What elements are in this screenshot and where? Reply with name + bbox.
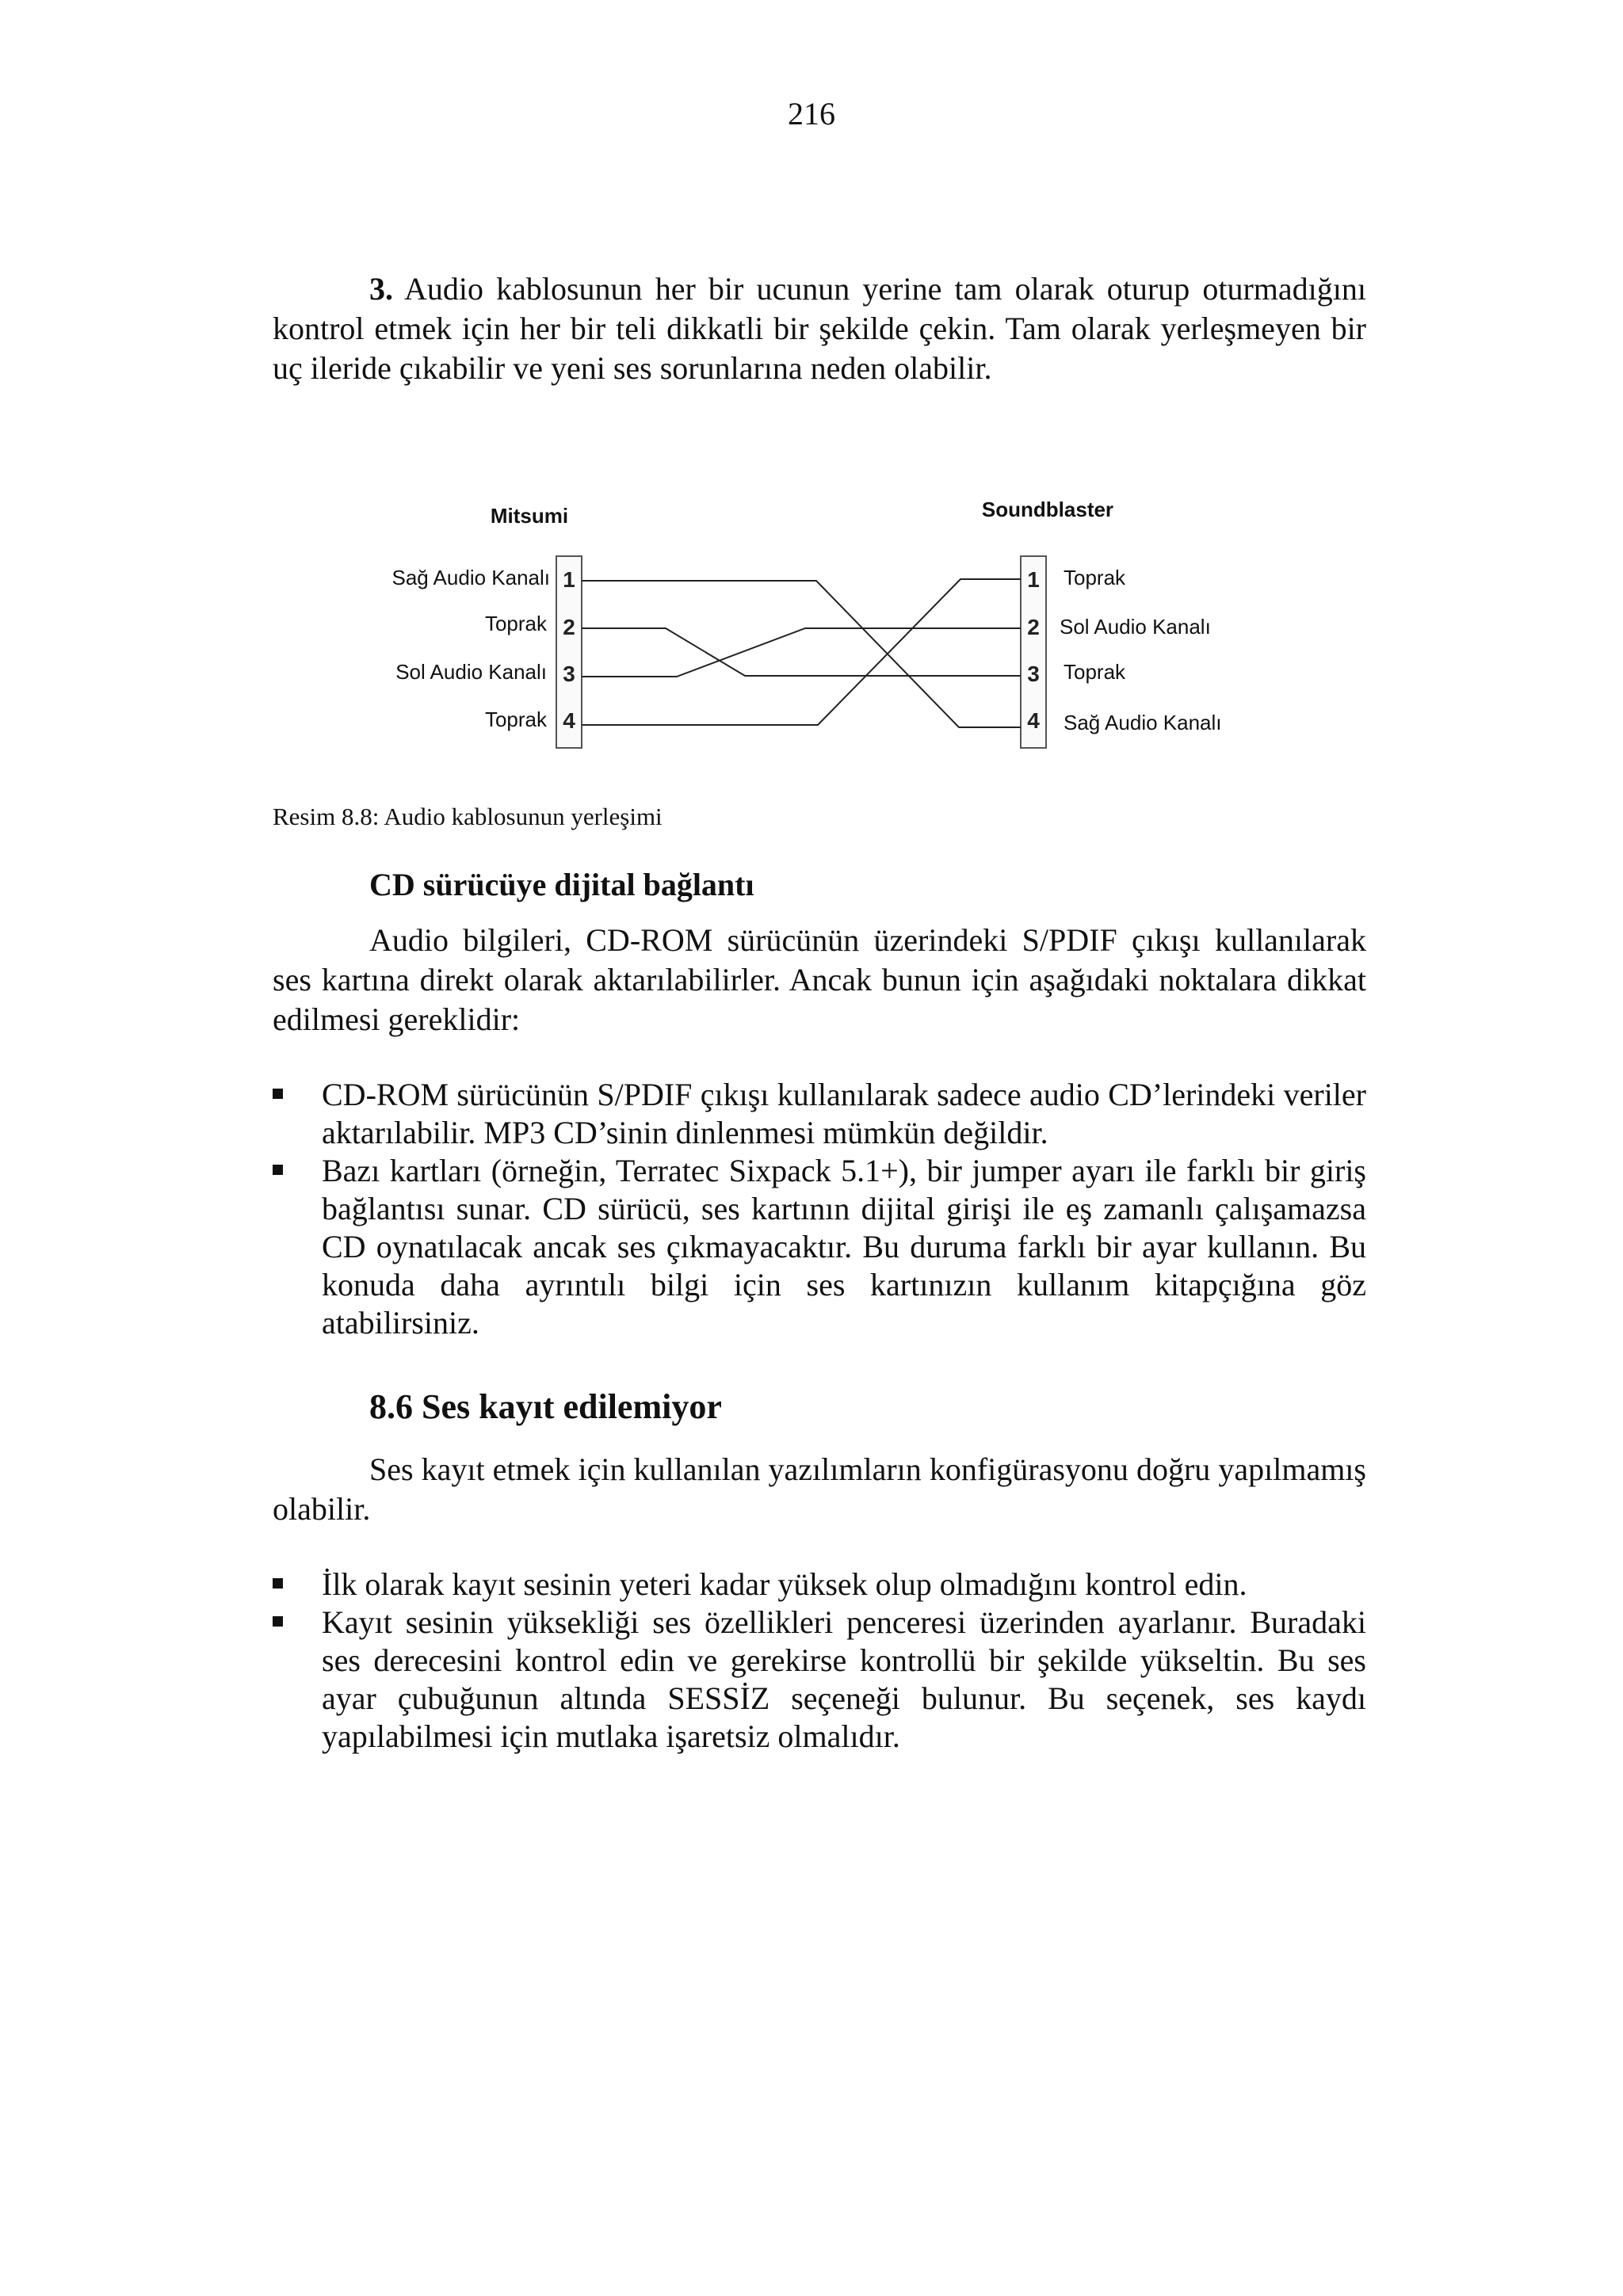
wire-left4-right1 xyxy=(582,579,1021,725)
right-label-2: Sol Audio Kanalı xyxy=(1060,615,1211,639)
page-number: 216 xyxy=(788,96,835,132)
right-label-4: Sağ Audio Kanalı xyxy=(1064,711,1222,734)
left-label-2: Toprak xyxy=(484,612,547,635)
bullet-text: Bazı kartları (örneğin, Terratec Sixpack 5.1+), bir jumper ayarı ile farklı bir giriş bağlantısı sunar. CD sürücü, ses kartının dijital girişi ile eş zamanlı çalışamazsa CD oynatılacak ancak ses çıkmayacaktır. Bu duruma farklı bir ayar kullanın. Bu konuda daha ayrıntılı bilgi için ses kartınızın kullanım kitapçığına göz atabilirsiniz. xyxy=(322,1153,1366,1341)
right-pin-2: 2 xyxy=(1027,615,1040,639)
intro-text: Audio kablosunun her bir ucunun yerine tam olarak oturup oturmadığını kontrol etmek için her bir teli dikkatli bir şekilde çekin. Tam olarak yerleşmeyen bir uç ileride çıkabilir ve yeni ses sorunlarına neden olabilir. xyxy=(273,271,1366,386)
bullet-text: Kayıt sesinin yüksekliği ses özellikleri penceresi üzerinden ayarlanır. Buradaki ses derecesini kontrol edin ve gerekirse kontrollü bir şekilde yükseltin. Bu ses ayar çubuğunun altında SESSİZ seçeneği bulunur. Bu seçenek, ses kaydı yapılabilmesi için mutlaka işaretsiz olmalıdır. xyxy=(322,1604,1366,1754)
wire-left1-right4 xyxy=(582,581,1021,727)
bullet-text: CD-ROM sürücünün S/PDIF çıkışı kullanılarak sadece audio CD’lerindeki veriler aktarılabilir. MP3 CD’sinin dinlenmesi mümkün değildir. xyxy=(322,1077,1366,1150)
bullet-square-icon xyxy=(273,1089,283,1099)
left-label-4: Toprak xyxy=(484,707,547,731)
bullet-square-icon xyxy=(273,1578,283,1589)
figure-caption: Resim 8.8: Audio kablosunun yerleşimi xyxy=(273,803,663,830)
left-connector-title: Mitsumi xyxy=(490,504,569,528)
section-heading-cd: CD sürücüye dijital bağlantı xyxy=(369,867,754,902)
right-pin-1: 1 xyxy=(1027,567,1040,592)
intro-paragraph xyxy=(273,269,1366,388)
list-item xyxy=(273,1566,1366,1604)
left-pin-4: 4 xyxy=(563,708,575,733)
left-label-3: Sol Audio Kanalı xyxy=(395,660,547,684)
right-connector-title: Soundblaster xyxy=(981,498,1114,521)
section-cd-paragraph: Audio bilgileri, CD-ROM sürücünün üzerindeki S/PDIF çıkışı kullanılarak ses kartına direkt olarak aktarılabilirler. Ancak bunun için aşağıdaki noktalara dikkat edilmesi gereklidir: xyxy=(273,922,1366,1037)
bullet-square-icon xyxy=(273,1165,283,1175)
right-pin-3: 3 xyxy=(1027,662,1040,686)
right-label-1: Toprak xyxy=(1064,566,1126,589)
list-item xyxy=(273,1604,1366,1756)
list-item xyxy=(273,1152,1366,1342)
section-cd-bullet-list xyxy=(273,1076,1366,1342)
right-label-3: Toprak xyxy=(1064,660,1126,684)
bullet-text: İlk olarak kayıt sesinin yeteri kadar yüksek olup olmadığını kontrol edin. xyxy=(322,1566,1247,1602)
left-pin-3: 3 xyxy=(563,662,575,686)
audio-cable-diagram xyxy=(349,483,1268,753)
left-pin-2: 2 xyxy=(563,615,575,639)
bullet-square-icon xyxy=(273,1616,283,1627)
wire-left2-right3 xyxy=(582,628,1021,676)
step-number: 3. xyxy=(369,271,393,307)
section-86-paragraph: Ses kayıt etmek için kullanılan yazılımların konfigürasyonu doğru yapılmamış olabilir. xyxy=(273,1451,1366,1527)
left-label-1: Sağ Audio Kanalı xyxy=(391,566,550,589)
wire-left3-right2 xyxy=(582,628,1021,677)
list-item xyxy=(273,1076,1366,1152)
section-heading-8-6: 8.6 Ses kayıt edilemiyor xyxy=(369,1387,722,1426)
section-86-bullet-list xyxy=(273,1566,1366,1756)
right-pin-4: 4 xyxy=(1027,708,1040,733)
left-pin-1: 1 xyxy=(563,567,575,592)
